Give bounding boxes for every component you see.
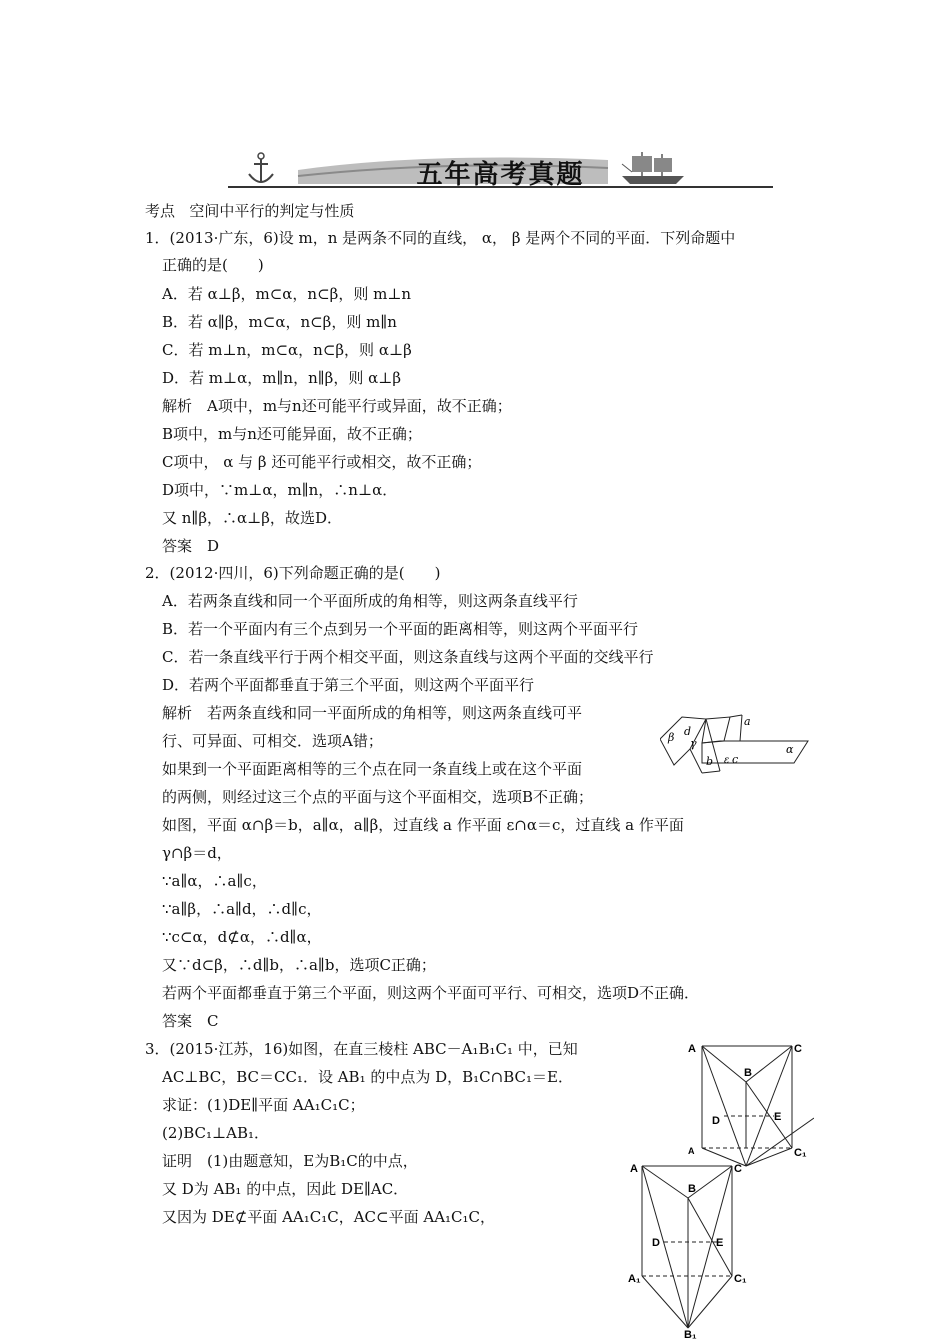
text-line: 如图，平面 α∩β＝b，a∥α，a∥β，过直线 a 作平面 ε∩α＝c，过直线 a 作平面 bbox=[162, 816, 684, 834]
fig2-label-c1: C₁ bbox=[794, 1147, 807, 1159]
text-line: 解析 若两条直线和同一平面所成的角相等，则这两条直线可平 bbox=[162, 704, 583, 722]
text-line: 又 D为 AB₁ 的中点，因此 DE∥AC． bbox=[162, 1180, 409, 1198]
figure-planes bbox=[660, 713, 810, 783]
fig1-label-b: b bbox=[706, 755, 714, 768]
fig3-label-c1: C₁ bbox=[734, 1273, 747, 1285]
text-line: 求证：(1)DE∥平面 AA₁C₁C； bbox=[162, 1096, 365, 1114]
fig2-label-a1: A bbox=[688, 1146, 695, 1156]
text-line: 1．(2013·广东，6)设 m，n 是两条不同的直线， α， β 是两个不同的平面．下列命题中 bbox=[145, 229, 736, 247]
section-title: 空间中平行的判定与性质 bbox=[189, 202, 355, 220]
text-line: ∵a∥α，∴a∥c， bbox=[162, 872, 267, 890]
figure-prism-2 bbox=[628, 1158, 758, 1340]
fig3-label-a: A bbox=[630, 1163, 638, 1175]
banner-title: 五年高考真题 bbox=[416, 160, 585, 190]
fig1-label-epsilon: ε bbox=[724, 755, 730, 766]
text-line: ∵a∥β，∴a∥d，∴d∥c， bbox=[162, 900, 322, 918]
text-line: B．若一个平面内有三个点到另一个平面的距离相等，则这两个平面平行 bbox=[162, 620, 639, 638]
fig3-label-a1: A₁ bbox=[628, 1273, 641, 1285]
text-line: C项中， α 与 β 还可能平行或相交，故不正确； bbox=[162, 453, 482, 471]
text-line: 如果到一个平面距离相等的三个点在同一条直线上或在这个平面 bbox=[162, 760, 583, 778]
fig1-label-beta: β bbox=[668, 731, 675, 744]
text-line: 3．(2015·江苏，16)如图，在直三棱柱 ABC－A₁B₁C₁ 中，已知 bbox=[145, 1040, 578, 1058]
text-line: AC⊥BC，BC＝CC₁．设 AB₁ 的中点为 D，B₁C∩BC₁＝E． bbox=[162, 1068, 573, 1086]
text-line: 证明 (1)由题意知，E为B₁C的中点， bbox=[162, 1152, 418, 1170]
text-line: 答案 C bbox=[162, 1012, 219, 1030]
text-line: ∵c⊂α，d⊄α，∴d∥α， bbox=[162, 928, 322, 946]
section-heading bbox=[145, 200, 354, 221]
fig2-label-a: A bbox=[688, 1043, 696, 1055]
fig3-label-e: E bbox=[716, 1237, 724, 1249]
section-label: 考点 bbox=[145, 202, 176, 220]
fig2-label-d: D bbox=[712, 1115, 720, 1127]
text-line: 解析 A项中，m与n还可能平行或异面，故不正确； bbox=[162, 397, 512, 415]
text-line: 又 n∥β，∴α⊥β，故选D． bbox=[162, 509, 342, 527]
fig3-label-b1: B₁ bbox=[684, 1329, 697, 1340]
fig1-label-c: c bbox=[732, 753, 739, 766]
fig1-label-d: d bbox=[684, 725, 692, 738]
text-line: D．若两个平面都垂直于第三个平面，则这两个平面平行 bbox=[162, 676, 535, 694]
text-line: B．若 α∥β，m⊂α，n⊂β，则 m∥n bbox=[162, 313, 397, 331]
text-line: 又因为 DE⊄平面 AA₁C₁C，AC⊂平面 AA₁C₁C， bbox=[162, 1208, 496, 1226]
text-line: D项中，∵m⊥α，m∥n，∴n⊥α． bbox=[162, 481, 398, 499]
text-line: B项中，m与n还可能异面，故不正确； bbox=[162, 425, 422, 443]
text-line: (2)BC₁⊥AB₁． bbox=[162, 1124, 270, 1142]
text-line: 答案 D bbox=[162, 537, 220, 555]
fig3-label-d: D bbox=[652, 1237, 660, 1249]
text-line: γ∩β＝d， bbox=[162, 844, 232, 862]
fig3-label-c: C bbox=[734, 1163, 742, 1175]
text-line: 正确的是( ) bbox=[162, 256, 264, 274]
fig2-label-b: B bbox=[744, 1067, 752, 1079]
text-line: 的两侧，则经过这三个点的平面与这个平面相交，选项B不正确； bbox=[162, 788, 594, 806]
text-line: 又∵d⊂β，∴d∥b，∴a∥b，选项C正确； bbox=[162, 956, 436, 974]
fig1-label-gamma: γ bbox=[690, 737, 697, 750]
fig1-label-alpha: α bbox=[786, 743, 794, 756]
text-line: C．若一条直线平行于两个相交平面，则这条直线与这两个平面的交线平行 bbox=[162, 648, 654, 666]
text-line: D．若 m⊥α，m∥n，n∥β，则 α⊥β bbox=[162, 369, 402, 387]
text-line: C．若 m⊥n，m⊂α，n⊂β，则 α⊥β bbox=[162, 341, 412, 359]
text-line: A．若 α⊥β，m⊂α，n⊂β，则 m⊥n bbox=[162, 285, 412, 303]
fig2-label-e: E bbox=[774, 1111, 782, 1123]
text-line: 行、可异面、可相交．选项A错； bbox=[162, 732, 383, 750]
fig3-label-b: B bbox=[688, 1183, 696, 1195]
text-line: A．若两条直线和同一个平面所成的角相等，则这两条直线平行 bbox=[162, 592, 578, 610]
fig1-label-a: a bbox=[744, 715, 751, 728]
fig2-label-c: C bbox=[794, 1043, 802, 1055]
section-banner bbox=[228, 150, 773, 192]
text-line: 若两个平面都垂直于第三个平面，则这两个平面可平行、可相交，选项D不正确． bbox=[162, 984, 700, 1002]
text-line: 2．(2012·四川，6)下列命题正确的是( ) bbox=[145, 564, 441, 582]
